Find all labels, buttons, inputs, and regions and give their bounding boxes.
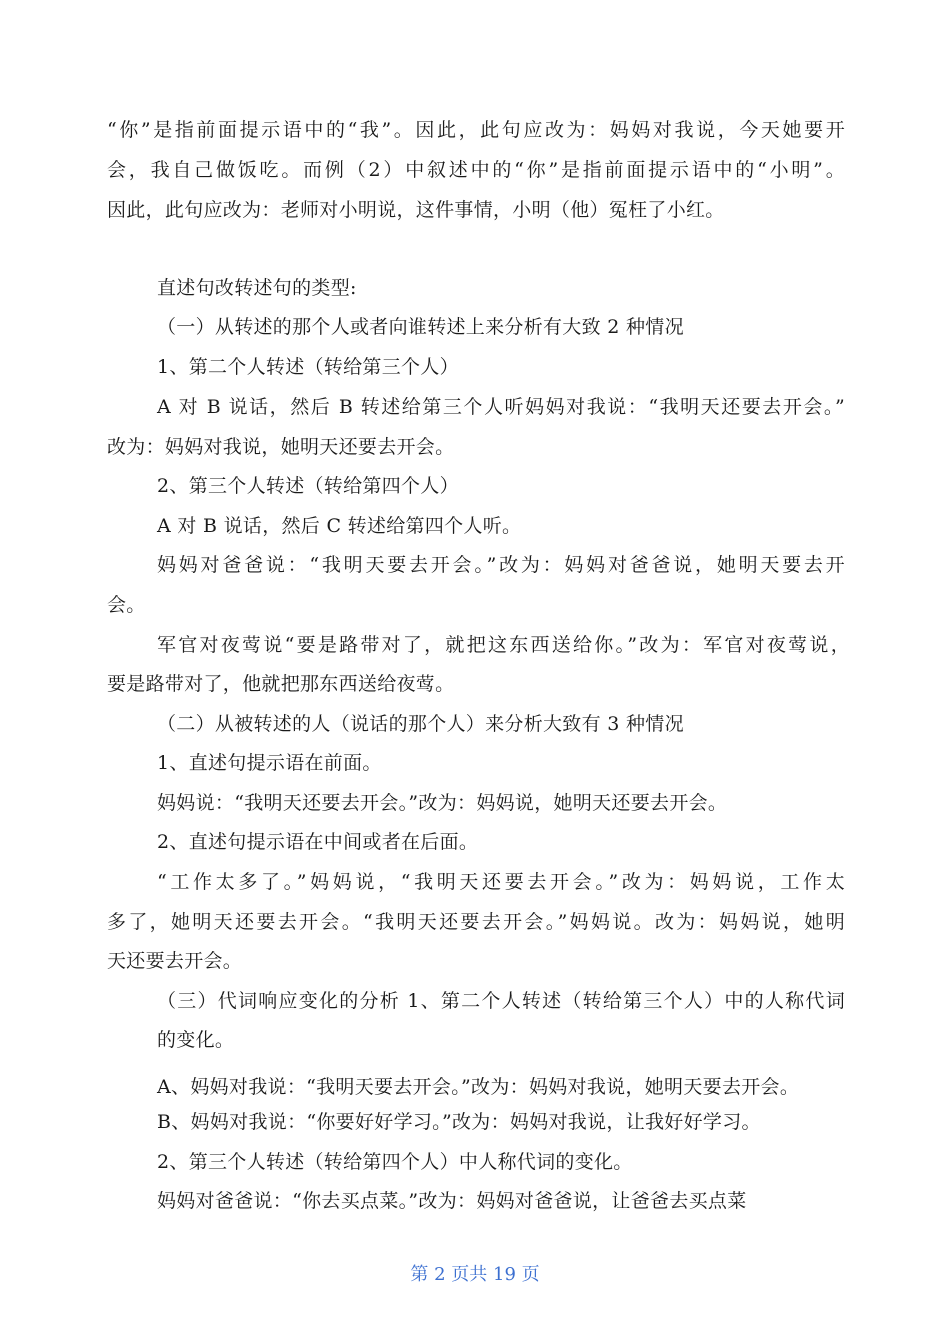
paragraph-line: 的变化。 bbox=[157, 1029, 235, 1051]
subsection-heading-1: （一）从转述的那个人或者向谁转述上来分析有大致 2 种情况 bbox=[157, 316, 684, 338]
example-a: A、妈妈对我说：“我明天要去开会。”改为：妈妈对我说，她明天要去开会。 bbox=[157, 1076, 800, 1098]
item-heading: 2、直述句提示语在中间或者在后面。 bbox=[157, 831, 479, 853]
paragraph-line: “工作太多了。”妈妈说，“我明天还要去开会。”改为：妈妈说，工作太 bbox=[157, 871, 845, 893]
paragraph-line-2: 会，我自己做饭吃。而例（2）中叙述中的“你”是指前面提示语中的“小明”。 bbox=[107, 159, 845, 181]
section-heading: 直述句改转述句的类型: bbox=[157, 277, 357, 299]
page-number-footer: 第 2 页共 19 页 bbox=[410, 1264, 540, 1285]
subsection-heading-2: （二）从被转述的人（说话的那个人）来分析大致有 3 种情况 bbox=[157, 713, 684, 735]
example-b: B、妈妈对我说：“你要好好学习。”改为：妈妈对我说，让我好好学习。 bbox=[157, 1111, 761, 1133]
paragraph-line: A 对 B 说话，然后 C 转述给第四个人听。 bbox=[157, 515, 522, 537]
paragraph-line: 多了，她明天还要去开会。“我明天还要去开会。”妈妈说。改为：妈妈说，她明 bbox=[107, 911, 845, 933]
item-heading: 2、第三个人转述（转给第四个人） bbox=[157, 475, 459, 497]
paragraph-line: 妈妈对爸爸说：“你去买点菜。”改为：妈妈对爸爸说，让爸爸去买点菜 bbox=[157, 1190, 747, 1212]
paragraph-line: 妈妈说：“我明天还要去开会。”改为：妈妈说，她明天还要去开会。 bbox=[157, 792, 728, 814]
paragraph-line: 妈妈对爸爸说：“我明天要去开会。”改为：妈妈对爸爸说，她明天要去开 bbox=[157, 554, 845, 576]
paragraph-line-1: “你”是指前面提示语中的“我”。因此，此句应改为：妈妈对我说，今天她要开 bbox=[107, 119, 845, 141]
paragraph-line: 要是路带对了，他就把那东西送给夜莺。 bbox=[107, 673, 455, 695]
paragraph-line: 军官对夜莺说“要是路带对了，就把这东西送给你。”改为：军官对夜莺说， bbox=[157, 634, 850, 656]
paragraph-line: A 对 B 说话，然后 B 转述给第三个人听妈妈对我说：“我明天还要去开会。” bbox=[157, 396, 845, 418]
item-heading: 1、第二个人转述（转给第三个人） bbox=[157, 356, 459, 378]
paragraph-line: 会。 bbox=[107, 594, 146, 616]
item-heading: 1、直述句提示语在前面。 bbox=[157, 752, 382, 774]
paragraph-line: 天还要去开会。 bbox=[107, 950, 243, 972]
paragraph-line-3: 因此，此句应改为：老师对小明说，这件事情，小明（他）冤枉了小红。 bbox=[107, 199, 725, 221]
paragraph-line: 改为：妈妈对我说，她明天还要去开会。 bbox=[107, 436, 455, 458]
item-heading: 2、第三个人转述（转给第四个人）中人称代词的变化。 bbox=[157, 1151, 633, 1173]
subsection-heading-3: （三）代词响应变化的分析 1、第二个人转述（转给第三个人）中的人称代词 bbox=[157, 990, 845, 1012]
